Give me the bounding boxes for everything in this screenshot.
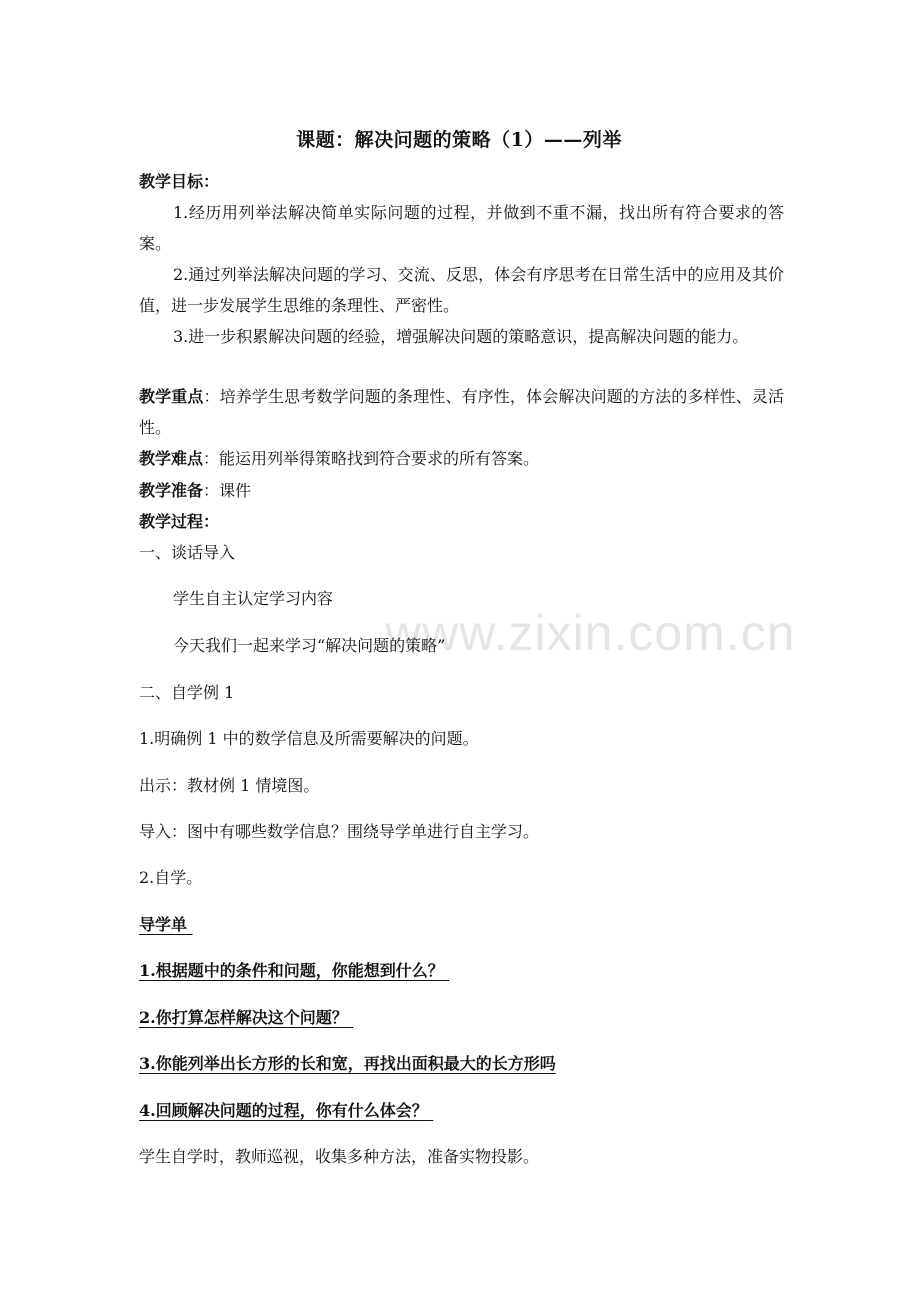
watermark: www.zixin.com.cn <box>385 605 796 661</box>
preparation <box>139 475 784 506</box>
guide-question-3 <box>139 1048 784 1079</box>
difficulty-text: ：能运用列举得策略找到符合要求的所有答案。 <box>203 449 540 468</box>
guide-question-4 <box>139 1095 784 1126</box>
guide-question-2-text: 2.你打算怎样解决这个问题？ <box>139 1008 348 1027</box>
key-point-text: ：培养学生思考数学问题的条理性、有序性，体会解决问题的方法的多样性、灵活性。 <box>139 387 784 437</box>
guide-question-3-text: 3.你能列举出长方形的长和宽，再找出面积最大的长方形吗 <box>139 1054 556 1073</box>
guide-title <box>139 909 784 940</box>
objective-item-3: 3.进一步积累解决问题的经验，增强解决问题的策略意识，提高解决问题的能力。 <box>173 327 749 346</box>
guide-question-2 <box>139 1002 784 1033</box>
difficulty <box>139 443 784 474</box>
section2-line-4: 2.自学。 <box>139 868 203 887</box>
section2-line-3: 导入：图中有哪些数学信息？围绕导学单进行自主学习。 <box>139 822 540 841</box>
section2-line-1: 1.明确例 1 中的数学信息及所需要解决的问题。 <box>139 729 479 748</box>
guide-title-text: 导学单 <box>139 915 188 934</box>
section2-line-2: 出示：教材例 1 情境图。 <box>139 776 320 795</box>
preparation-text: ：课件 <box>203 481 252 500</box>
section1-line-1: 学生自主认定学习内容 <box>173 589 334 608</box>
guide-question-1-text: 1.根据题中的条件和问题，你能想到什么？ <box>139 961 444 980</box>
section1-line-2: 今天我们一起来学习“解决问题的策略” <box>173 636 446 655</box>
document-page <box>139 0 789 1302</box>
difficulty-label: 教学难点 <box>139 449 204 468</box>
objectives-label: 教学目标： <box>139 172 220 191</box>
objective-item-1: 1.经历用列举法解决简单实际问题的过程，并做到不重不漏，找出所有符合要求的答案。 <box>139 203 784 253</box>
section1-heading: 一、谈话导入 <box>139 543 236 562</box>
page-title: 课题：解决问题的策略（1）——列举 <box>296 129 622 151</box>
key-point <box>139 381 784 443</box>
key-point-label: 教学重点 <box>139 387 204 406</box>
objective-item-2: 2.通过列举法解决问题的学习、交流、反思，体会有序思考在日常生活中的应用及其价值，进一步发展学生思维的条理性、严密性。 <box>139 265 784 315</box>
preparation-label: 教学准备 <box>139 481 204 500</box>
guide-question-4-text: 4.回顾解决问题的过程，你有什么体会？ <box>139 1101 428 1120</box>
section2-heading: 二、自学例 1 <box>139 683 235 702</box>
guide-question-1 <box>139 955 784 986</box>
closing-text: 学生自学时，教师巡视，收集多种方法，准备实物投影。 <box>139 1147 540 1166</box>
process-label: 教学过程： <box>139 512 220 531</box>
